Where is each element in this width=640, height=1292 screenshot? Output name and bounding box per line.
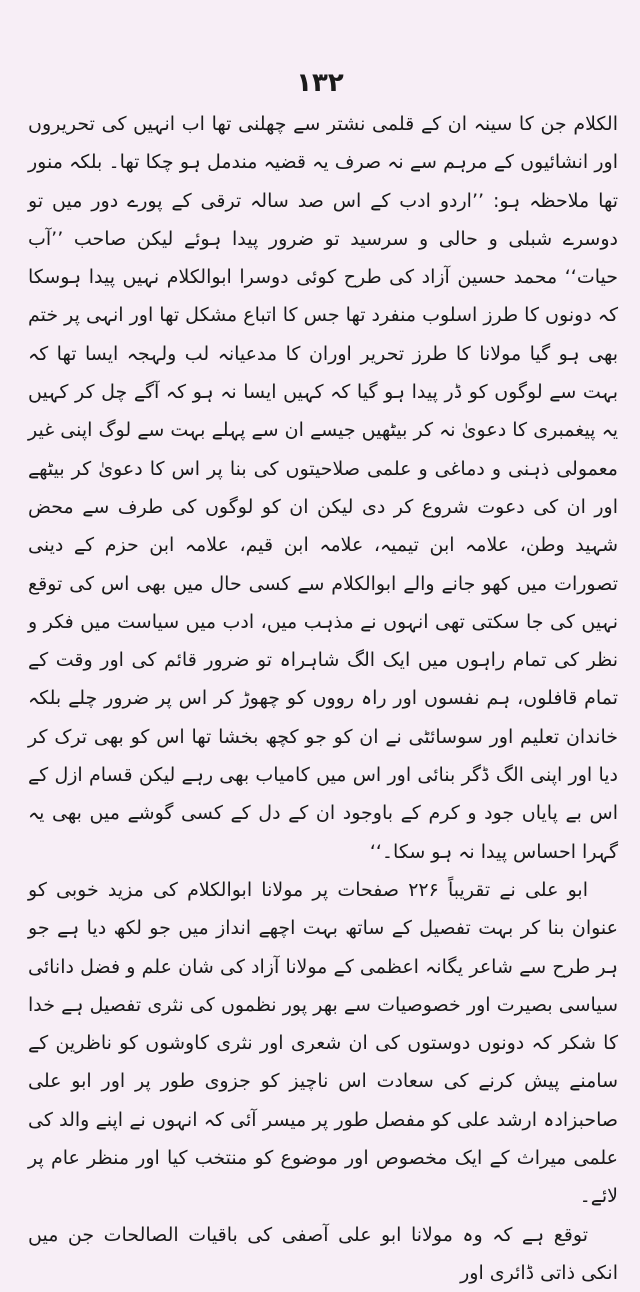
paragraph-expectation: توقع ہے کہ وہ مولانا ابو علی آصفی کی باقیات الصالحات جن میں انکی ذاتی ڈائری اور: [28, 1223, 618, 1284]
paragraph-quote: الکلام جن کا سینہ ان کے قلمی نشتر سے چھلنی تھا اب انہیں کی تحریروں اور انشائیوں کے مرہم سے نہ صرف یہ قضیہ مندمل ہو چکا تھا۔ بلکہ منور تھا ملاحظہ ہو: ’’اردو ادب کے اس صد سالہ ترقی کے پورے دور میں تو دوسرے شبلی و حالی و سرسید تو ضرور پیدا ہوئے لیکن صاحب ’’آب حیات‘‘ محمد حسین آزاد کی طرح کوئی دوسرا ابوالکلام نہیں پیدا ہوسکا کہ دونوں کا طرز اسلوب منفرد تھا جس کا اتباع مشکل تھا اور انہی پر ختم بھی ہو گیا مولانا کا طرز تحریر اوران کا مدعیانہ لب ولہجہ ایسا تھا کہ بہت سے لوگوں کو ڈر پیدا ہو گیا کہ کہیں ایسا نہ ہو کہ آگے چل کر کہیں یہ پیغمبری کا دعویٰ نہ کر بیٹھیں جیسے ان سے پہلے بہت سے لوگ اپنی غیر معمولی ذہنی و دماغی و علمی صلاحیتوں کی بنا پر اس کا دعویٰ کر بیٹھے اور ان کی دعوت شروع کر دی لیکن ان کو لوگوں کی طرف سے محض شہید وطن، علامہ ابن تیمیہ، علامہ ابن قیم، علامہ ابن حزم کے دینی تصورات میں کھو جانے والے ابوالکلام سے کسی حال میں بھی اس کی توقع نہیں کی جا سکتی تھی انہوں نے مذہب میں، ادب میں سیاست میں فکر و نظر کی تمام راہوں میں ایک الگ شاہراہ تو ضرور قائم کی اور وقت کے تمام قافلوں، ہم نفسوں اور راہ رووں کو چھوڑ کر اس پر ضرور چلے بلکہ خاندان تعلیم اور سوسائٹی نے ان کو جو کچھ بخشا تھا اس کو بھی ترک کر دیا اور اپنی الگ ڈگر بنائی اور اس میں کامیاب بھی رہے لیکن قسام ازل کے اس بے پایاں جود و کرم کے باوجود ان کے دل کے کسی گوشے میں بھی یہ گہرا احساس پیدا نہ ہو سکا۔‘‘: [28, 113, 618, 863]
page-number: ۱۳۲: [296, 68, 344, 98]
body-text: [28, 105, 618, 1292]
paragraph-abu-ali: ابو علی نے تقریباً ۲۲۶ صفحات پر مولانا ابوالکلام کی مزید خوبی کو عنوان بنا کر بہت تفصیل کے ساتھ بہت اچھے انداز میں جو لکھ دیا ہے جو ہر طرح سے شاعر یگانہ اعظمی کے مولانا آزاد کی شان علم و فضل دانائی سیاسی بصیرت اور خصوصیات سے بھر پور نظموں کی نثری تفصیل ہے خدا کا شکر کہ دونوں دوستوں کی ان شعری اور نثری کاوشوں کو ناظرین کے سامنے پیش کرنے کی سعادت اس ناچیز کو جزوی طور پر اور ابو علی صاحبزادہ ارشد علی کو مفصل طور پر میسر آئی کہ انہوں نے اپنے والد کی علمی میراث کے ایک مخصوص اور موضوع کو منتخب کیا اور منظر عام پر لائے۔: [28, 878, 618, 1208]
